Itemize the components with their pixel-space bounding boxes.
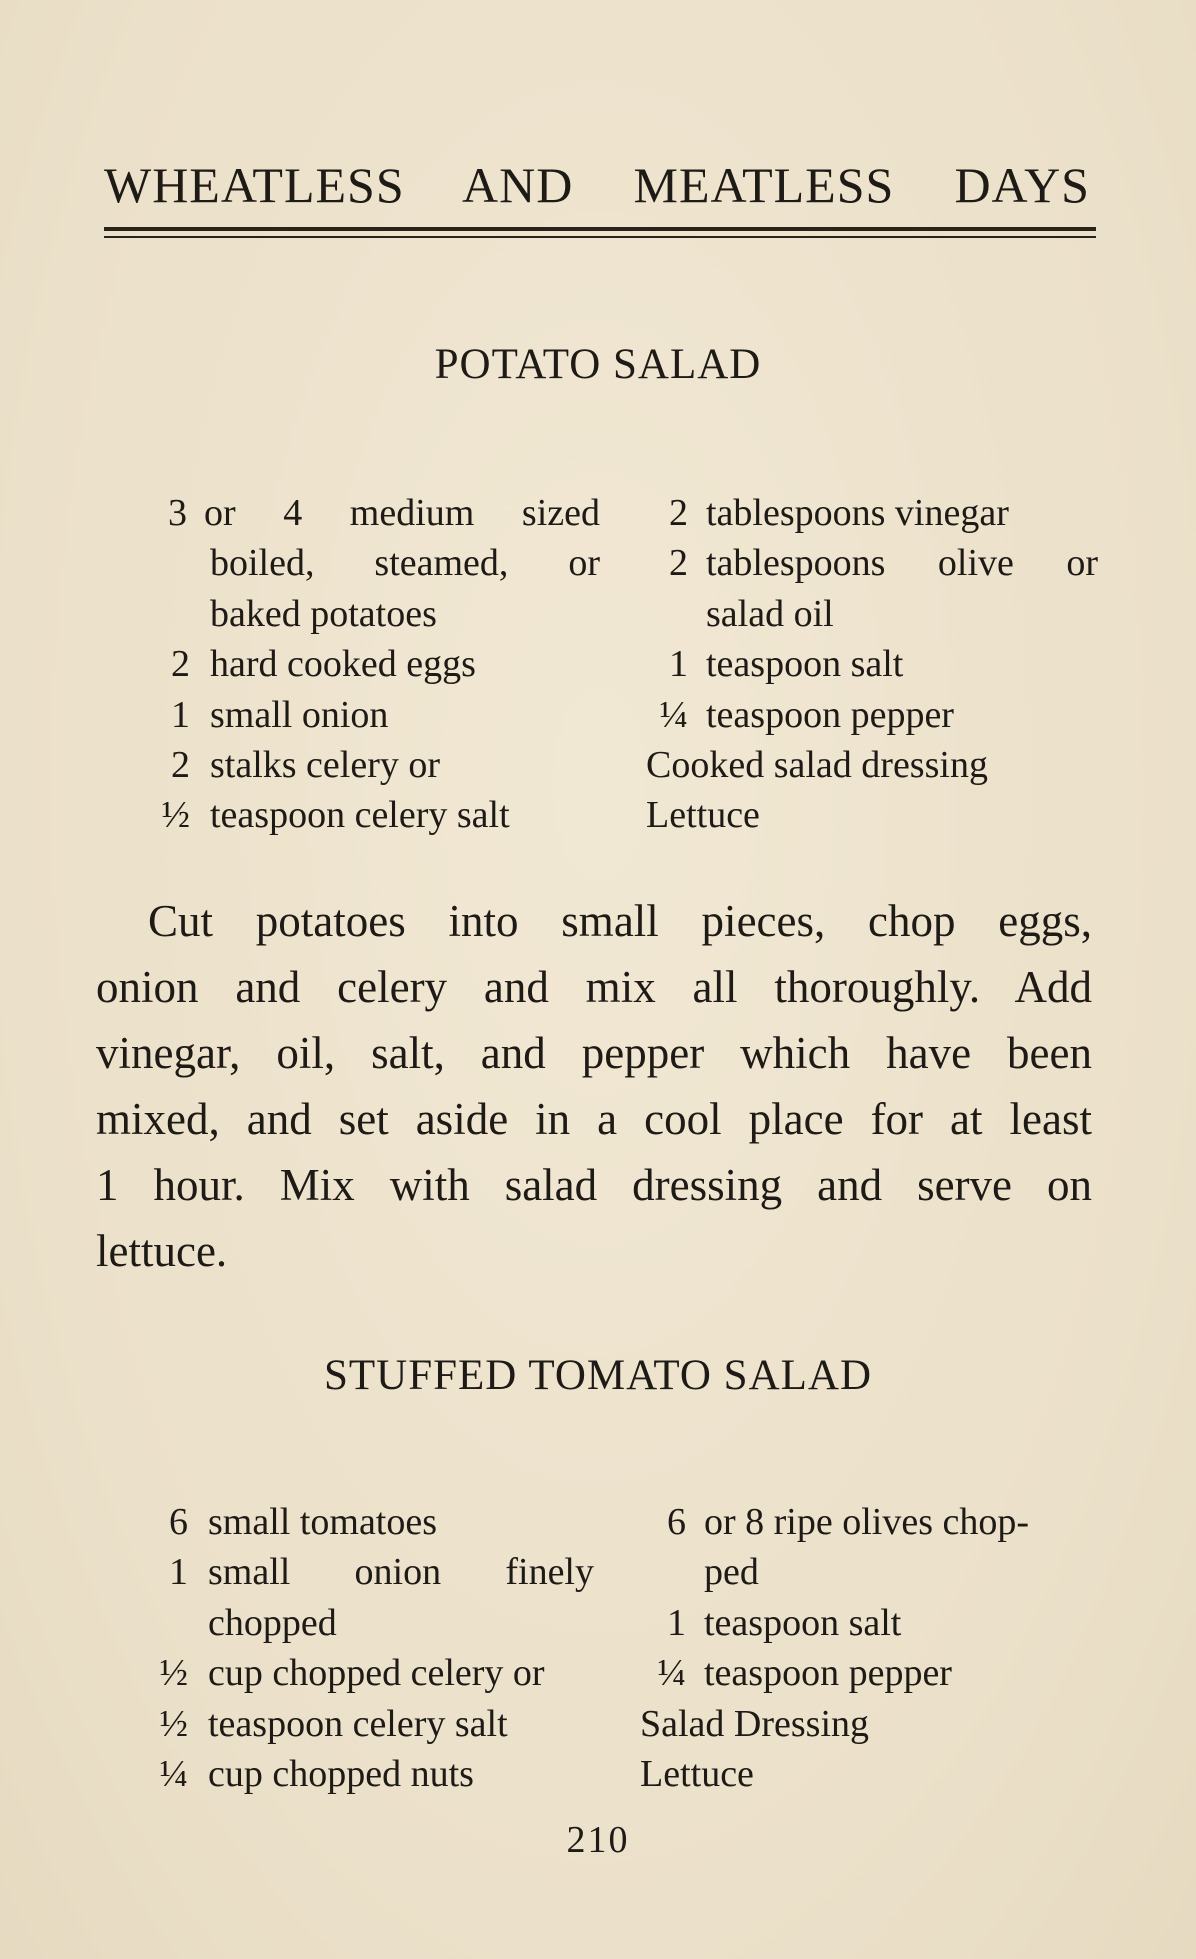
ingredient-line: [136, 740, 600, 790]
recipe-method: [96, 888, 1092, 1284]
method-line: lettuce.: [96, 1226, 228, 1276]
ingredient-line: [136, 639, 600, 689]
ingredient-qty: [136, 589, 190, 639]
ingredient-qty: 1: [171, 693, 190, 736]
ingredient-line: [640, 1699, 1098, 1749]
ingredient-line: [136, 488, 600, 538]
ingredient-qty: ½: [159, 1652, 188, 1695]
ingredient-line: [136, 1497, 594, 1547]
ingredient-text: or 8 ripe olives chop-: [704, 1501, 1030, 1543]
header-rule-thick: [104, 227, 1096, 231]
ingredient-text: stalks celery or: [210, 743, 441, 786]
ingredient-line: [646, 639, 1098, 689]
ingredient-text: boiled, steamed, or: [210, 542, 600, 585]
header-rule-thin: [104, 236, 1096, 238]
ingredient-qty: 2: [171, 643, 190, 686]
ingredient-line: [136, 1547, 594, 1597]
method-line: mixed, and set aside in a cool place for at least: [96, 1094, 1092, 1144]
ingredient-text: baked potatoes: [210, 592, 437, 635]
ingredient-line: [640, 1598, 1098, 1648]
ingredient-text: cup chopped nuts: [208, 1752, 474, 1795]
ingredient-text: small onion: [210, 693, 389, 736]
ingredient-qty: 1: [669, 643, 688, 686]
ingredient-text: hard cooked eggs: [210, 643, 476, 686]
ingredient-line: [646, 589, 1098, 639]
recipe-title: STUFFED TOMATO SALAD: [323, 1352, 873, 1399]
method-line: onion and celery and mix all thoroughly. Add: [96, 962, 1092, 1012]
ingredient-text: salad oil: [706, 592, 834, 635]
ingredient-line: [646, 790, 1098, 840]
ingredient-text: ped: [704, 1551, 759, 1594]
ingredient-line: [646, 538, 1098, 588]
ingredient-text: Lettuce: [640, 1752, 754, 1795]
ingredient-qty: 2: [669, 542, 688, 585]
ingredient-text: Salad Dressing: [640, 1702, 870, 1745]
ingredient-line: [646, 488, 1098, 538]
ingredient-qty: ½: [159, 1702, 188, 1745]
ingredient-text: small onion finely: [208, 1551, 594, 1594]
method-line: vinegar, oil, salt, and pepper which have been: [96, 1028, 1092, 1078]
ingredient-text: chopped: [208, 1601, 337, 1644]
ingredient-line: [136, 538, 600, 588]
ingredient-list-right: [640, 1497, 1098, 1799]
ingredient-qty: ¼: [657, 1652, 686, 1695]
ingredient-qty: ½: [161, 794, 190, 837]
ingredient-line: [640, 1497, 1098, 1547]
ingredient-qty: 2: [171, 743, 190, 786]
ingredient-line: [646, 690, 1098, 740]
ingredient-qty: 6: [169, 1501, 188, 1543]
ingredient-text: tablespoons vinegar: [706, 492, 1009, 534]
ingredient-text: teaspoon pepper: [704, 1652, 952, 1695]
ingredient-line: [646, 740, 1098, 790]
ingredient-text: teaspoon salt: [704, 1601, 902, 1644]
ingredient-qty: 3: [168, 492, 187, 534]
ingredient-qty: [136, 538, 190, 588]
ingredient-line: [136, 790, 600, 840]
ingredient-line: [136, 1648, 594, 1698]
ingredient-qty: [136, 1598, 188, 1648]
page-number: 210: [566, 1819, 630, 1861]
ingredient-text: teaspoon celery salt: [208, 1702, 508, 1745]
ingredient-qty: ¼: [659, 693, 688, 736]
ingredient-qty: [646, 589, 688, 639]
ingredient-qty: ¼: [159, 1752, 188, 1795]
ingredient-text: or 4 medium sized: [204, 492, 600, 534]
ingredient-text: Lettuce: [646, 794, 760, 837]
method-line: Cut potatoes into small pieces, chop eggs,: [148, 896, 1092, 946]
ingredient-qty: 1: [169, 1551, 188, 1594]
ingredient-line: [136, 1598, 594, 1648]
ingredient-qty: 6: [667, 1501, 686, 1543]
method-line: 1 hour. Mix with salad dressing and serve on: [96, 1160, 1092, 1210]
running-head: WHEATLESS AND MEATLESS DAYS: [104, 157, 1090, 213]
ingredient-line: [640, 1547, 1098, 1597]
ingredient-line: [136, 589, 600, 639]
ingredient-text: teaspoon pepper: [706, 693, 954, 736]
ingredient-text: teaspoon celery salt: [210, 794, 510, 837]
ingredient-text: cup chopped celery or: [208, 1652, 545, 1695]
recipe-title: POTATO SALAD: [434, 341, 762, 388]
ingredient-line: [640, 1749, 1098, 1799]
ingredient-list-left: [136, 1497, 594, 1799]
ingredient-line: [136, 1749, 594, 1799]
ingredient-text: tablespoons olive or: [706, 542, 1098, 585]
ingredient-list-left: [136, 488, 600, 841]
ingredient-qty: 2: [669, 492, 688, 534]
ingredient-qty: [640, 1547, 686, 1597]
ingredient-line: [136, 690, 600, 740]
ingredient-qty: 1: [667, 1601, 686, 1644]
ingredient-list-right: [646, 488, 1098, 841]
ingredient-text: teaspoon salt: [706, 643, 904, 686]
ingredient-text: Cooked salad dressing: [646, 743, 988, 786]
ingredient-line: [136, 1699, 594, 1749]
ingredient-line: [640, 1648, 1098, 1698]
ingredient-text: small tomatoes: [208, 1501, 438, 1543]
